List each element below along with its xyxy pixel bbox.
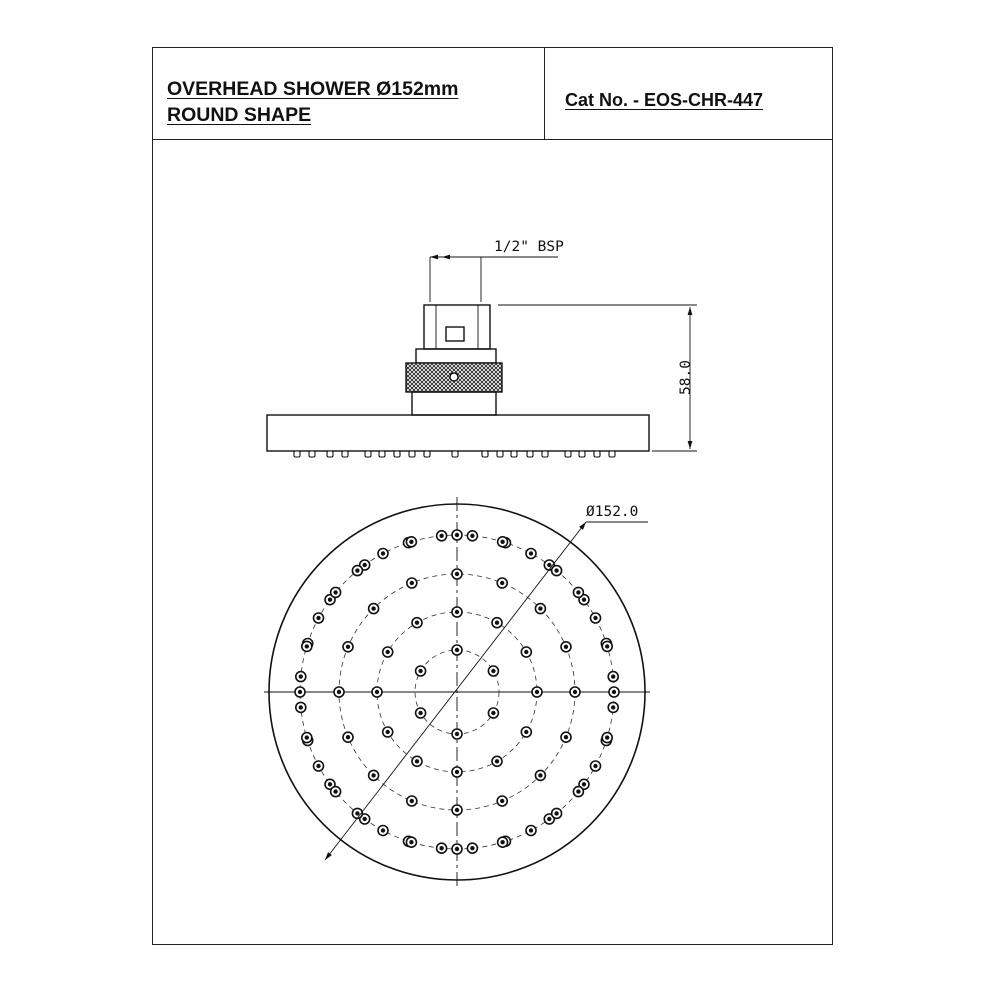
nozzle-hole xyxy=(491,711,495,715)
nozzle-hole xyxy=(611,705,615,709)
side-nozzle xyxy=(497,451,503,457)
nozzle-hole xyxy=(305,644,309,648)
ring-screw xyxy=(450,373,458,381)
nozzle-hole xyxy=(538,606,542,610)
side-nozzle xyxy=(527,451,533,457)
nozzle-hole xyxy=(346,735,350,739)
nozzle-hole xyxy=(371,606,375,610)
side-nozzle xyxy=(365,451,371,457)
thread-label: 1/2" BSP xyxy=(494,239,564,255)
side-nozzle xyxy=(594,451,600,457)
nozzle-hole xyxy=(375,690,379,694)
nozzle-hole xyxy=(495,759,499,763)
nozzle-hole xyxy=(355,811,359,815)
nozzle-hole xyxy=(455,770,459,774)
nozzle-hole xyxy=(524,730,528,734)
nozzle-hole xyxy=(409,540,413,544)
nozzle-hole xyxy=(491,669,495,673)
side-nozzle xyxy=(609,451,615,457)
nozzle-hole xyxy=(455,808,459,812)
nozzle-hole xyxy=(529,828,533,832)
catalog-number: Cat No. - EOS-CHR-447 xyxy=(565,90,764,110)
side-nozzle xyxy=(542,451,548,457)
top-view xyxy=(264,497,650,887)
nozzle-hole xyxy=(611,674,615,678)
nozzle-hole xyxy=(500,799,504,803)
nozzle-hole xyxy=(455,648,459,652)
side-nozzle xyxy=(452,451,458,457)
nozzle-hole xyxy=(576,590,580,594)
nozzle-hole xyxy=(593,616,597,620)
nozzle-hole xyxy=(554,811,558,815)
nozzle-hole xyxy=(410,581,414,585)
nozzle-hole xyxy=(593,764,597,768)
nozzle-hole xyxy=(316,616,320,620)
nozzle-hole xyxy=(573,690,577,694)
nozzle-hole xyxy=(363,563,367,567)
nozzle-hole xyxy=(409,840,413,844)
nozzle-hole xyxy=(500,581,504,585)
side-nozzle xyxy=(579,451,585,457)
nozzle-hole xyxy=(529,551,533,555)
head-plate xyxy=(267,415,649,451)
nozzle-hole xyxy=(612,690,616,694)
nozzle-hole xyxy=(333,590,337,594)
side-nozzle xyxy=(394,451,400,457)
nozzle-hole xyxy=(299,674,303,678)
side-nozzle xyxy=(482,451,488,457)
nozzle-hole xyxy=(564,735,568,739)
nozzle-hole xyxy=(605,644,609,648)
nozzle-hole xyxy=(363,817,367,821)
nozzle-hole xyxy=(316,764,320,768)
nozzle-hole xyxy=(535,690,539,694)
nozzle-hole xyxy=(333,789,337,793)
side-nozzle xyxy=(309,451,315,457)
nozzle-hole xyxy=(495,621,499,625)
nut-slot xyxy=(446,327,464,341)
title-line-2: ROUND SHAPE xyxy=(167,104,312,126)
nozzle-hole xyxy=(470,846,474,850)
side-nozzle xyxy=(342,451,348,457)
side-nozzle xyxy=(294,451,300,457)
nozzle-hole xyxy=(415,759,419,763)
nozzle-hole xyxy=(439,846,443,850)
nozzle-hole xyxy=(386,730,390,734)
nozzle-hole xyxy=(576,789,580,793)
nozzle-hole xyxy=(564,645,568,649)
nozzle-hole xyxy=(381,828,385,832)
nozzle-hole xyxy=(455,572,459,576)
nozzle-hole xyxy=(455,533,459,537)
height-label: 58.0 xyxy=(678,360,694,395)
nozzle-hole xyxy=(415,621,419,625)
nozzle-hole xyxy=(305,735,309,739)
side-view xyxy=(267,257,697,457)
nozzle-hole xyxy=(547,817,551,821)
title-line-1: OVERHEAD SHOWER Ø152mm xyxy=(167,78,459,100)
nozzle-hole xyxy=(455,732,459,736)
nozzle-hole xyxy=(547,563,551,567)
nozzle-hole xyxy=(582,598,586,602)
side-nozzle xyxy=(409,451,415,457)
diameter-label: Ø152.0 xyxy=(586,504,639,520)
neck xyxy=(412,392,496,415)
nozzle-hole xyxy=(524,650,528,654)
nozzle-hole xyxy=(500,840,504,844)
collar xyxy=(416,349,496,363)
nozzle-hole xyxy=(418,711,422,715)
nozzle-hole xyxy=(470,534,474,538)
nozzle-hole xyxy=(418,669,422,673)
side-nozzle xyxy=(565,451,571,457)
nozzle-hole xyxy=(410,799,414,803)
nozzle-hole xyxy=(337,690,341,694)
nozzle-hole xyxy=(371,773,375,777)
nozzle-hole xyxy=(386,650,390,654)
nozzle-hole xyxy=(605,735,609,739)
nozzle-hole xyxy=(538,773,542,777)
nozzle-hole xyxy=(439,534,443,538)
side-nozzle xyxy=(511,451,517,457)
nozzle-hole xyxy=(299,705,303,709)
nozzle-hole xyxy=(582,782,586,786)
nozzle-hole xyxy=(455,847,459,851)
nozzle-hole xyxy=(298,690,302,694)
nozzle-hole xyxy=(346,645,350,649)
nozzle-hole xyxy=(355,568,359,572)
nozzle-hole xyxy=(381,551,385,555)
side-nozzles xyxy=(294,451,615,457)
nozzle-hole xyxy=(554,568,558,572)
nozzle-hole xyxy=(455,610,459,614)
side-nozzle xyxy=(379,451,385,457)
nozzle-hole xyxy=(328,782,332,786)
nozzle-hole xyxy=(500,540,504,544)
nozzle-hole xyxy=(328,598,332,602)
side-nozzle xyxy=(327,451,333,457)
side-nozzle xyxy=(424,451,430,457)
